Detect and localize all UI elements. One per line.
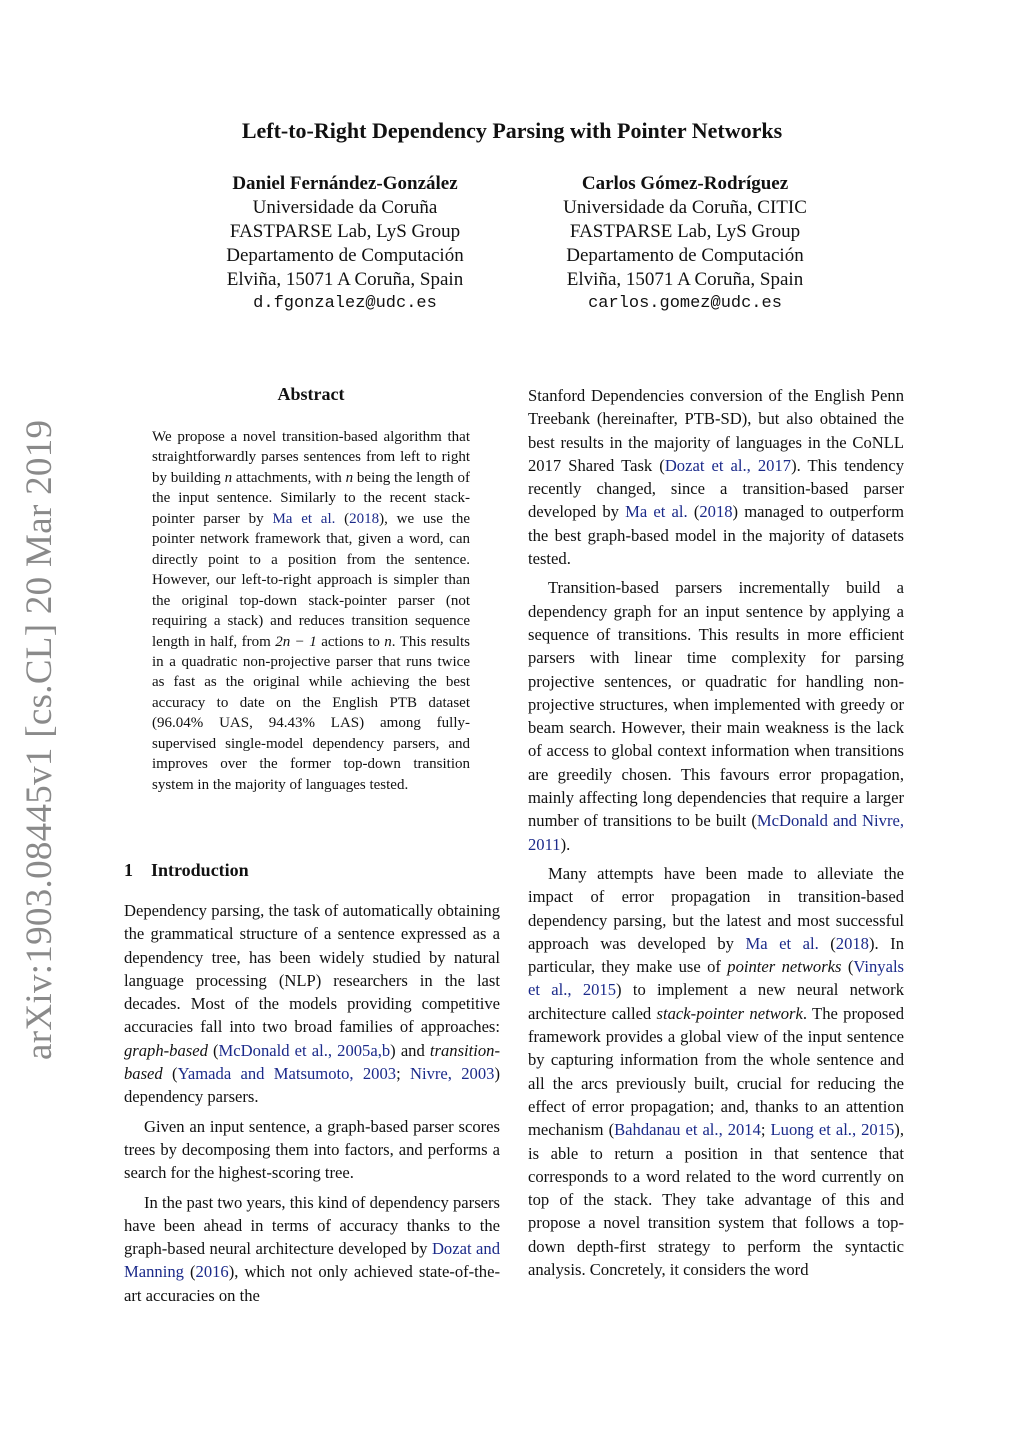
arxiv-identifier: arXiv:1903.08445v1 [cs.CL] 20 Mar 2019 [19,419,60,1060]
citation-year-link[interactable]: 2018 [699,502,733,522]
citation-link[interactable]: Yamada and Matsumoto, 2003 [177,1064,397,1084]
abstract-text: We propose a novel transition-based algorithm that straightforwardly parses sentences from left to right by building n attachments, with n being the length of the input sentence. Similarly to the recent stack-pointer parser by Ma et al. (2018), we use the pointer network framework that, given a word, can directly point to a position from the sentence. However, our left-to-right approach is simpler than the original top-down stack-pointer parser (not requiring a stack) and reduces transition sequence length in half, from 2n − 1 actions to n. This results in a quadratic non-projective parser that runs twice as fast as the original while achieving the best accuracy to date on the English PTB dataset (96.04% UAS, 94.43% LAS) among fully-supervised single-model dependency parsers, and improves over the former top-down transition system in the majority of languages tested. [152,429,471,793]
citation-year-link[interactable]: 2018 [835,933,869,953]
author-affiliation: FASTPARSE Lab, LyS Group [569,221,801,242]
paragraph: Given an input sentence, a graph-based parser scores trees by decomposing them into factors, and performs a search for the highest-scoring tree. [124,1116,500,1183]
author-block-2 [515,172,855,316]
paragraph: Stanford Dependencies conversion of the English Penn Treebank (hereinafter, PTB-SD), but also obtained the best results in the majority of languages in the CoNLL 2017 Shared Task (Dozat et al., 2017). This tendency recently changed, since a transition-based parser developed by Ma et al. (2018) managed to outperform the best graph-based model in the majority of datasets tested. [528,386,904,569]
citation-link[interactable]: Ma et al. [625,502,688,522]
citation-link[interactable]: Nivre, 2003 [410,1064,495,1084]
author-address: Elviña, 15071 A Coruña, Spain [226,269,464,290]
citation-link[interactable]: McDonald et al., 2005a,b [218,1040,391,1060]
abstract-heading: Abstract [277,384,345,404]
author-email[interactable]: carlos.gomez@udc.es [588,294,782,313]
author-name: Carlos Gómez-Rodríguez [581,173,789,194]
author-affiliation: FASTPARSE Lab, LyS Group [229,221,461,242]
author-affiliation: Universidade da Coruña [252,197,438,218]
citation-year-link[interactable]: 2016 [195,1262,229,1282]
citation-link[interactable]: Ma et al. [745,933,819,953]
citation-link[interactable]: McDonald and Nivre, 2011 [528,811,904,854]
citation-link[interactable]: Bahdanau et al., 2014 [614,1120,761,1140]
author-affiliation: Departamento de Computación [226,245,464,266]
author-name: Daniel Fernández-González [232,173,458,194]
right-column-text [528,384,904,1287]
citation-year-link[interactable]: 2018 [349,510,380,527]
paragraph: In the past two years, this kind of dependency parsers have been ahead in terms of accuracy thanks to the graph-based neural architecture developed by Dozat and Manning (2016), which not only achieved state-of-the-art accuracies on the [124,1192,500,1305]
paper-title: Left-to-Right Dependency Parsing with Pointer Networks [241,118,783,143]
section-heading-introduction: 1 Introduction [124,860,249,880]
author-block-1 [175,172,515,316]
paragraph: Many attempts have been made to alleviate the impact of error propagation in transition-based dependency parsing, but the latest and most successful approach was developed by Ma et al. (2018). In particular, they make use of pointer networks (Vinyals et al., 2015) to implement a new neural network architecture called stack-pointer network. The proposed framework provides a global view of the input sentence by capturing information from the whole sentence and all the arcs previously built, crucial for reducing the effect of error propagation; and, thanks to an attention mechanism (Bahdanau et al., 2014; Luong et al., 2015), is able to return a position in that sentence that corresponds to a word related to the word currently on top of the stack. They take advantage of this and propose a novel transition system that follows a top-down depth-first strategy to perform the syntactic analysis. Concretely, it considers the word [528,863,905,1279]
paragraph: Dependency parsing, the task of automatically obtaining the grammatical structure of a sentence expressed as a dependency tree, has been widely studied by natural language processing (NLP) researchers in the last decades. Most of the models providing competitive accuracies fall into two broad families of approaches: graph-based (McDonald et al., 2005a,b) and transition-based (Yamada and Matsumoto, 2003; Nivre, 2003) dependency parsers. [124,901,500,1107]
author-affiliation: Universidade da Coruña, CITIC [563,197,807,218]
author-address: Elviña, 15071 A Coruña, Spain [566,269,804,290]
citation-link[interactable]: Luong et al., 2015 [770,1120,895,1140]
author-affiliation: Departamento de Computación [566,245,804,266]
citation-link[interactable]: Ma et al. [272,510,336,527]
paragraph: Transition-based parsers incrementally build a dependency graph for an input sentence by applying a sequence of transitions. This results in more efficient parsers with linear time complexity for parsing projective sentences, or quadratic for handling non-projective structures, when implemented with greedy or beam search. However, their main weakness is the lack of access to global context information when transitions are greedily chosen. This favours error propagation, mainly affecting long dependencies that require a larger number of transitions to be built (McDonald and Nivre, 2011). [528,578,904,854]
citation-link[interactable]: Vinyals et al., 2015 [528,957,905,1000]
left-column-text [124,899,500,1313]
author-email[interactable]: d.fgonzalez@udc.es [253,294,437,313]
citation-link[interactable]: Dozat and Manning [124,1239,500,1282]
citation-link[interactable]: Dozat et al., 2017 [664,455,792,475]
